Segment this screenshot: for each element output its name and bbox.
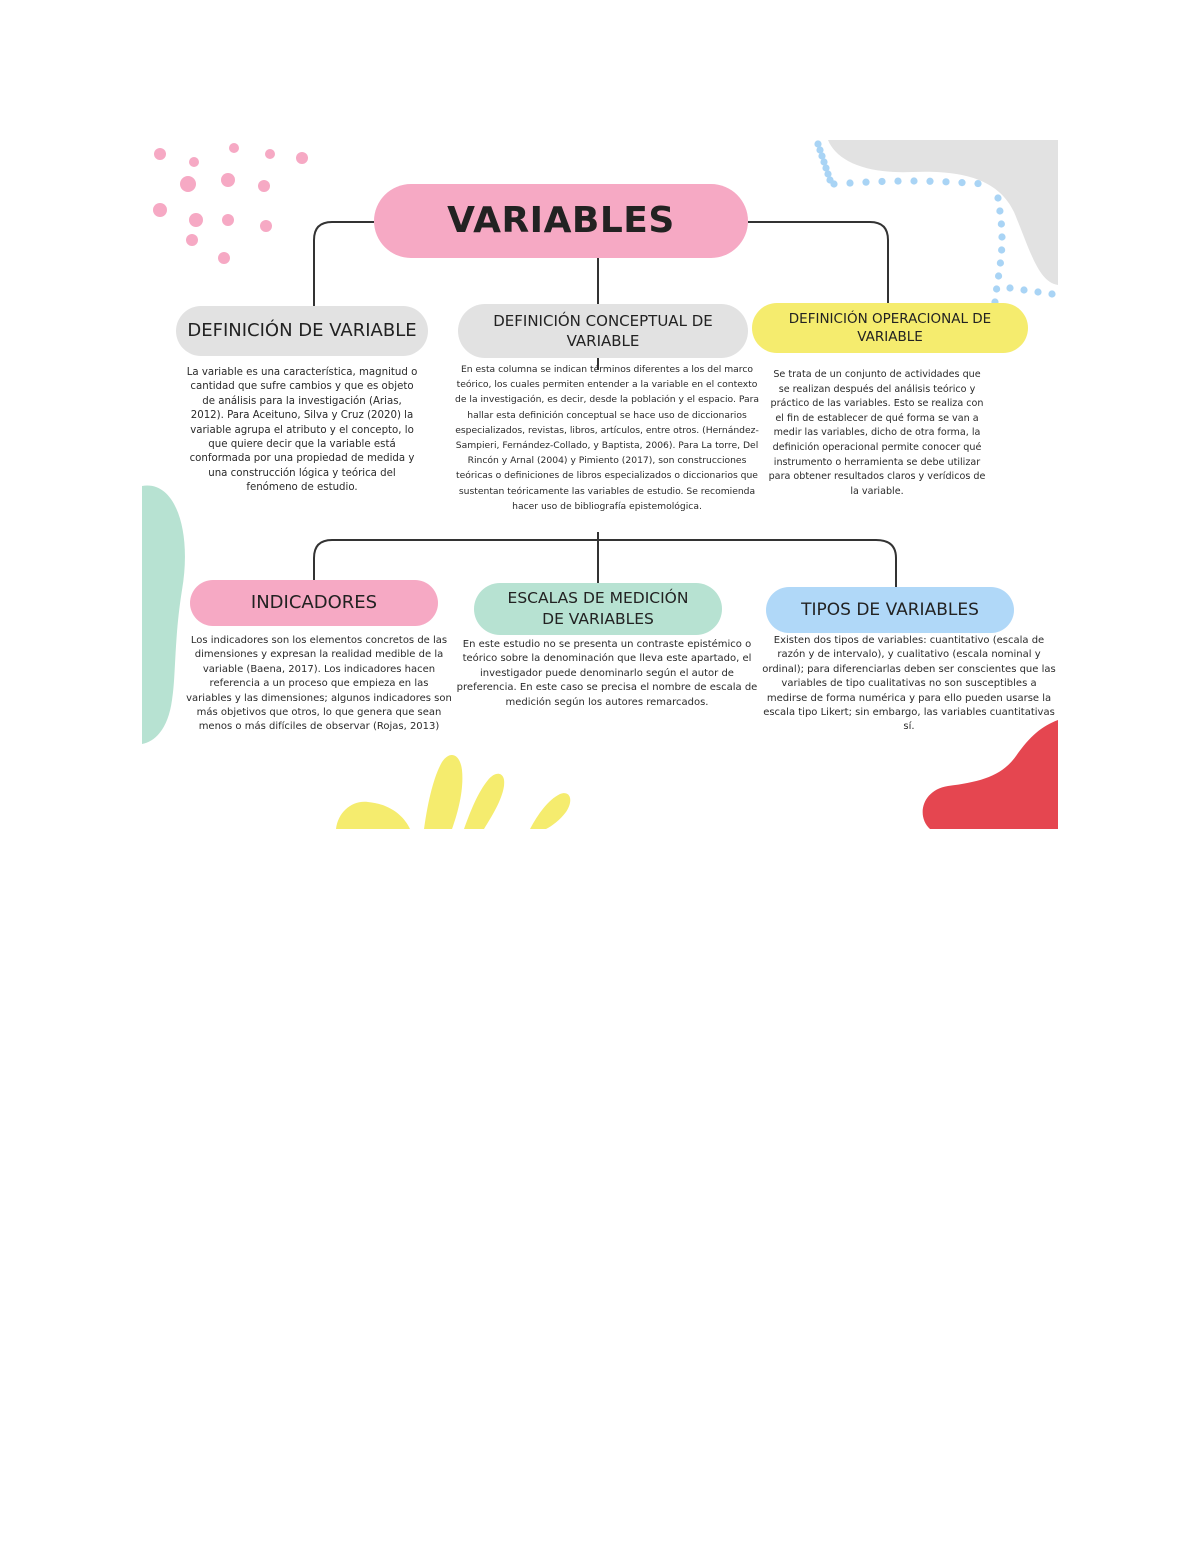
blue-dot [1034, 288, 1041, 295]
indicadores-text: Los indicadores son los elementos concretos de las dimensiones y expresan la realidad medible de la variable (Baena, 2017). Los indicadores hacen referencia a un proceso que empieza en las variables y las dimensiones; algunos indicadores son más objetivos que otros, lo que genera que sean menos o más difíciles de observar (Rojas, 2013) [186, 635, 452, 733]
conceptual-text: En esta columna se indican términos diferentes a los del marco teórico, los cuales permiten entender a la variable en el contexto de la investigación, es decir, desde la población y el espacio. Para hallar esta definición conceptual se hace uso de diccionarios especializados, revistas, libros, artículos, entre otros. (Hernández-Sampieri, Fernández-Collado, y Baptista, 2006). Para La torre, Del Rincón y Arnal (2004) y Pimiento (2017), son construcciones teóricas o definiciones de libros especializados o diccionarios que sustentan teóricamente las variables de estudio. Se recomienda hacer uso de bibliografía epistemológica. [455, 364, 759, 512]
definicion-text: La variable es una característica, magnitud o cantidad que sufre cambios y que es objeto de análisis para la investigación (Arias, 2012). Para Aceituno, Silva y Cruz (2020) la variable agrupa el atributo y el concepto, lo que quiere decir que la variable está conformada por una propiedad de medida y una construcción lógica y teórica del fenómeno de estudio. [186, 367, 418, 494]
blue-dot [926, 178, 933, 185]
pink-dot [189, 157, 199, 167]
operacional-text: Se trata de un conjunto de actividades que se realizan después del análisis teórico y práctico de las variables. Esto se realiza con el fin de establecer de qué forma se van a medir las variables, dicho de otra forma, la definición operacional permite conocer qué instrumento o herramienta se debe utilizar para obtener resultados claros y verídicos de la variable. [768, 369, 986, 497]
pink-dot [265, 149, 275, 159]
tipos-pill [766, 587, 1014, 633]
blue-dot [997, 259, 1004, 266]
tipos-text: Existen dos tipos de variables: cuantitativo (escala de razón y de intervalo), y cualitativo (escala nominal y ordinal); para diferenciarlas deben ser conscientes que las variables de tipo cualitativas no son susceptibles a medirse de forma numérica y para ello pueden usarse la escala tipo Likert; sin embargo, las variables cuantitativas sí. [762, 635, 1056, 733]
escalas-label-line2: DE VARIABLES [542, 610, 654, 628]
escalas-label-line1: ESCALAS DE MEDICIÓN [507, 589, 689, 608]
blue-dot [998, 246, 1005, 253]
operacional-label-line2: VARIABLE [857, 329, 923, 345]
indicadores-label: INDICADORES [250, 591, 378, 613]
red-blob [923, 720, 1058, 829]
operacional-label-line1: DEFINICIÓN OPERACIONAL DE [788, 310, 992, 327]
pink-dot [186, 234, 198, 246]
operacional-pill [752, 303, 1028, 353]
blue-dot [996, 207, 1003, 214]
blue-dot [994, 194, 1001, 201]
definicion-pill [176, 306, 428, 356]
blue-dot [958, 179, 965, 186]
blue-dot [862, 179, 869, 186]
pink-dot [154, 148, 166, 160]
blue-dot [998, 220, 1005, 227]
pink-dot [189, 213, 203, 227]
mint-blob [142, 486, 185, 744]
escalas-text: En este estudio no se presenta un contraste epistémico o teórico sobre la denominación que lleva este apartado, el investigador puede denominarlo según el autor de preferencia. En este caso se precisa el nombre de escala de medición según los autores remarcados. [456, 639, 758, 708]
blue-dot [846, 179, 853, 186]
blue-dot [894, 177, 901, 184]
title-text: VARIABLES [447, 199, 675, 241]
title-pill [374, 184, 748, 258]
conceptual-label-line1: DEFINICIÓN CONCEPTUAL DE [493, 311, 713, 330]
blue-dot [910, 177, 917, 184]
mind-map-canvas [142, 140, 1058, 829]
blue-dot [1020, 286, 1027, 293]
definicion-label: DEFINICIÓN DE VARIABLE [187, 319, 417, 341]
escalas-pill [474, 583, 722, 635]
blue-dot [830, 180, 837, 187]
pink-dot [260, 220, 272, 232]
blue-dot [974, 180, 981, 187]
pink-dot [153, 203, 167, 217]
gray-corner-blob [828, 140, 1058, 285]
yellow-splash [336, 755, 570, 829]
pink-dot [180, 176, 196, 192]
pink-dot [221, 173, 235, 187]
blue-dot [1048, 290, 1055, 297]
pink-dot [258, 180, 270, 192]
pink-dots [153, 143, 308, 264]
pink-dot [229, 143, 239, 153]
blue-dot [1006, 284, 1013, 291]
blue-dot [995, 272, 1002, 279]
tipos-label: TIPOS DE VARIABLES [801, 599, 979, 620]
blue-dot [942, 178, 949, 185]
blue-dot [993, 285, 1000, 292]
pink-dot [218, 252, 230, 264]
conceptual-pill [458, 304, 748, 358]
blue-dot [878, 178, 885, 185]
pink-dot [222, 214, 234, 226]
pink-dot [296, 152, 308, 164]
conceptual-label-line2: VARIABLE [566, 332, 640, 350]
indicadores-pill [190, 580, 438, 626]
blue-dot [998, 233, 1005, 240]
